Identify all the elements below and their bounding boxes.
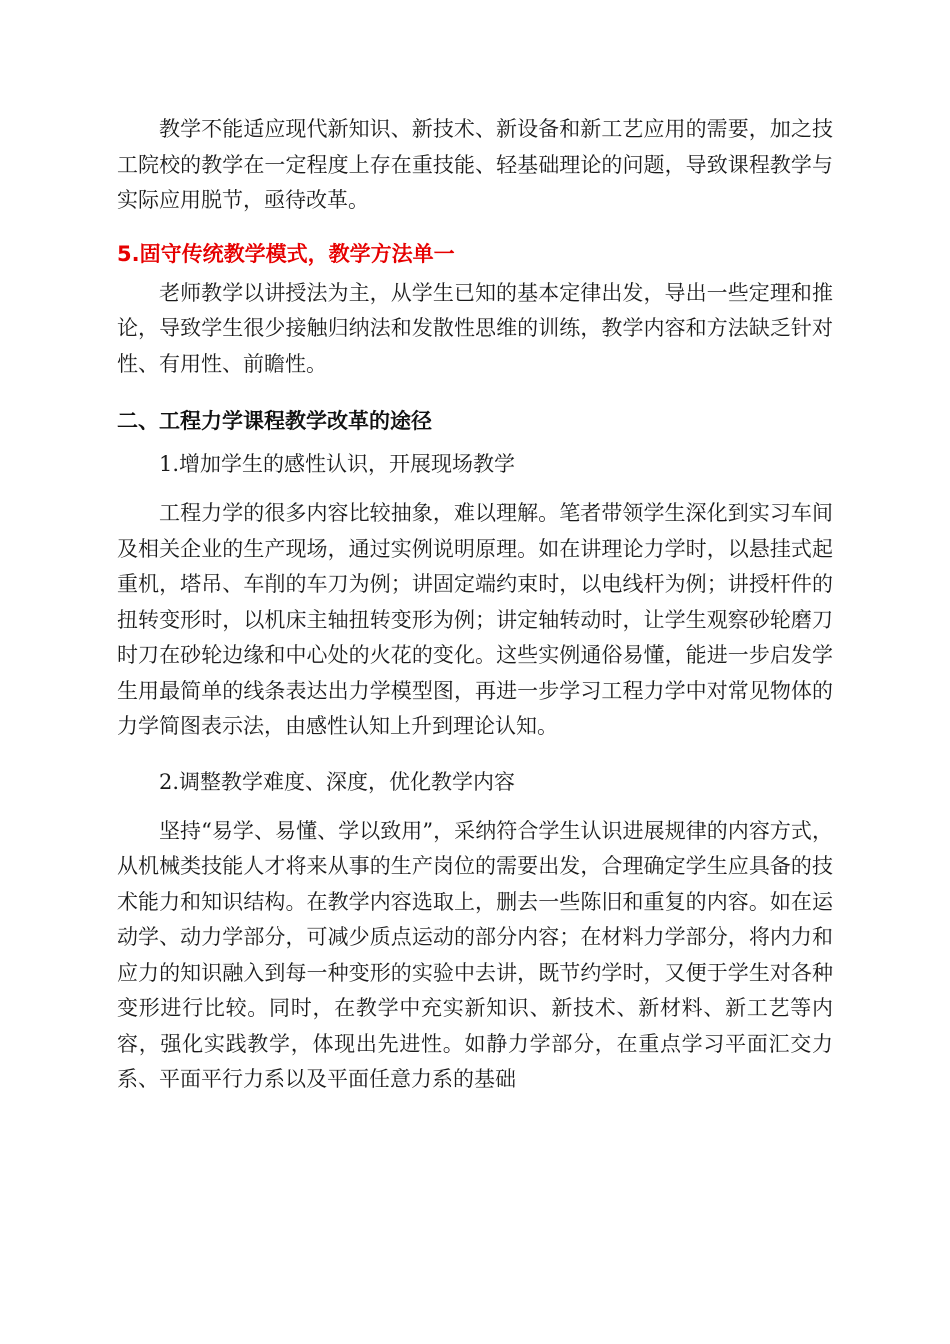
heading-point-5: 5.固守传统教学模式，教学方法单一 xyxy=(117,241,455,266)
paragraph-field-teaching: 工程力学的很多内容比较抽象，难以理解。笔者带领学生深化到实习车间及相关企业的生产现场，通过实例说明原理。如在讲理论力学时，以悬挂式起重机，塔吊、车削的车刀为例；讲固定端约束时，以电线杆为例；讲授杆件的扭转变形时，以机床主轴扭转变形为例；讲定轴转动时，让学生观察砂轮磨刀时刀在砂轮边缘和中心处的火花的变化。这些实例通俗易懂，能进一步启发学生用最简单的线条表达出力学模型图，再进一步学习工程力学中对常见物体的力学简图表示法，由感性认知上升到理论认知。 xyxy=(117,501,833,738)
paragraph-teaching-method: 老师教学以讲授法为主，从学生已知的基本定律出发，导出一些定理和推论，导致学生很少接触归纳法和发散性思维的训练，教学内容和方法缺乏针对性、有用性、前瞻性。 xyxy=(117,280,833,376)
document-page xyxy=(117,112,833,1098)
paragraph-content-optimization: 坚持“易学、易懂、学以致用”，采纳符合学生认识进展规律的内容方式，从机械类技能人才将来从事的生产岗位的需要出发，合理确定学生应具备的技术能力和知识结构。在教学内容选取上，删去一些陈旧和重复的内容。如在运动学、动力学部分，可减少质点运动的部分内容；在材料力学部分，将内力和应力的知识融入到每一种变形的实验中去讲，既节约学时，又便于学生对各种变形进行比较。同时，在教学中充实新知识、新技术、新材料、新工艺等内容，强化实践教学，体现出先进性。如静力学部分，在重点学习平面汇交力系、平面平行力系以及平面任意力系的基础 xyxy=(117,818,833,1091)
subheading-2: 2.调整教学难度、深度，优化教学内容 xyxy=(159,769,516,794)
section-heading-2: 二、工程力学课程教学改革的途径 xyxy=(117,409,432,433)
paragraph-intro: 教学不能适应现代新知识、新技术、新设备和新工艺应用的需要，加之技工院校的教学在一定程度上存在重技能、轻基础理论的问题，导致课程教学与实际应用脱节，亟待改革。 xyxy=(117,117,833,212)
subheading-1: 1.增加学生的感性认识，开展现场教学 xyxy=(159,452,516,476)
